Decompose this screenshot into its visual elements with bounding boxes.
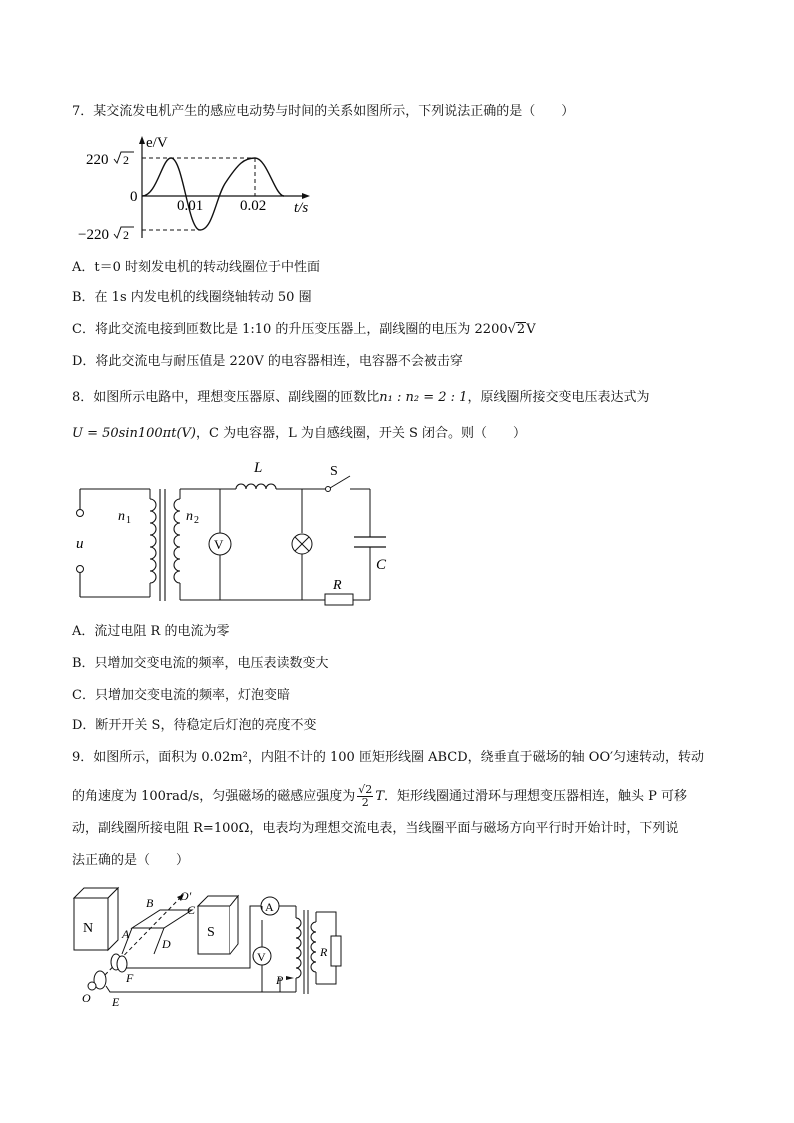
q8-option-d: D．断开开关 S，待稳定后灯泡的亮度不变 xyxy=(72,718,317,733)
q9-stem-4: 法正确的是（ ） xyxy=(72,853,190,868)
inductor-label: L xyxy=(254,460,263,476)
q7-option-d: D．将此交流电与耐压值是 220V 的电容器相连，电容器不会被击穿 xyxy=(72,354,463,369)
q8-stem: 8．如图所示电路中，理想变压器原、副线圈的匝数比n₁ : n₂ = 2 : 1，原线圈所接交变电压表达式为 xyxy=(72,390,650,405)
svg-text:O′: O′ xyxy=(180,889,192,903)
q8-option-a: A．流过电阻 R 的电流为零 xyxy=(72,624,230,639)
turns-ratio: n₁ : n₂ = 2 : 1 xyxy=(379,390,468,405)
svg-text:F: F xyxy=(126,971,134,985)
resistor-label: R xyxy=(320,945,328,959)
switch-label: S xyxy=(330,464,338,479)
svg-text:B: B xyxy=(146,896,154,910)
svg-text:E: E xyxy=(112,995,120,1009)
q7-stem: 7．某交流发电机产生的感应电动势与时间的关系如图所示，下列说法正确的是（ ） xyxy=(72,104,575,119)
field-fraction: $\frac{√2}{2}$ xyxy=(358,783,373,809)
x2-label: 0.02 xyxy=(240,198,267,214)
q9-stem-2: 的角速度为 100rad/s，匀强磁场的磁感应强度为 $\frac{√2}{2}$ T．矩形线圈通过滑环与理想变压器相连，触头 P 可移 xyxy=(72,783,687,809)
x1-label: 0.01 xyxy=(177,198,204,214)
q7-option-b: B．在 1s 内发电机的线圈绕轴转动 50 圈 xyxy=(72,290,312,305)
north-pole-label: N xyxy=(83,921,94,936)
svg-text:n: n xyxy=(118,509,125,524)
svg-text:A: A xyxy=(122,927,130,941)
svg-text:2: 2 xyxy=(123,228,129,242)
q9-stem-1: 9．如图所示，面积为 0.02m²，内阻不计的 100 匝矩形线圈 ABCD，绕垂直于磁场的轴 OO′匀速转动，转动 xyxy=(72,750,705,765)
sine-curve xyxy=(142,158,284,230)
svg-text:D: D xyxy=(162,937,171,951)
slider-label: P xyxy=(276,973,284,987)
svg-text:n: n xyxy=(186,509,193,524)
svg-text:2: 2 xyxy=(123,153,129,167)
u-label: u xyxy=(76,536,84,552)
q8-option-b: B．只增加交变电流的频率，电压表读数变大 xyxy=(72,656,329,671)
yzero-label: 0 xyxy=(130,189,138,205)
q8-circuit-diagram xyxy=(70,455,410,615)
q8-stem-2: U = 50sin100πt(V)，C 为电容器，L 为自感线圈，开关 S 闭合。则（ ） xyxy=(72,426,526,441)
ylabel: e/V xyxy=(146,135,168,151)
q7-emf-graph xyxy=(70,130,330,245)
voltmeter-label: V xyxy=(214,537,224,552)
ammeter-label: A xyxy=(265,900,274,914)
voltage-formula: U = 50sin100πt(V) xyxy=(72,426,196,441)
capacitor-label: C xyxy=(376,557,387,573)
q7-option-c: C．将此交流电接到匝数比是 1:10 的升压变压器上，副线圈的电压为 2200√2V xyxy=(72,322,536,337)
voltmeter-label: V xyxy=(257,950,266,964)
svg-text:C: C xyxy=(187,903,196,917)
q8-option-c: C．只增加交变电流的频率，灯泡变暗 xyxy=(72,688,290,703)
xlabel: t/s xyxy=(294,200,309,216)
svg-text:O: O xyxy=(82,991,91,1005)
q9-generator-diagram xyxy=(70,880,360,1010)
q9-stem-3: 动，副线圈所接电阻 R=100Ω，电表均为理想交流电表，当线圈平面与磁场方向平行时开始计时，下列说 xyxy=(72,821,679,836)
svg-text:1: 1 xyxy=(126,515,131,526)
q7-option-a: A．t＝0 时刻发电机的转动线圈位于中性面 xyxy=(72,260,321,275)
resistor-label: R xyxy=(333,578,342,593)
svg-text:2: 2 xyxy=(194,515,199,526)
ybottom-label: −220 xyxy=(78,227,109,243)
ytop-label: 220 xyxy=(86,152,109,168)
south-pole-label: S xyxy=(207,925,215,940)
